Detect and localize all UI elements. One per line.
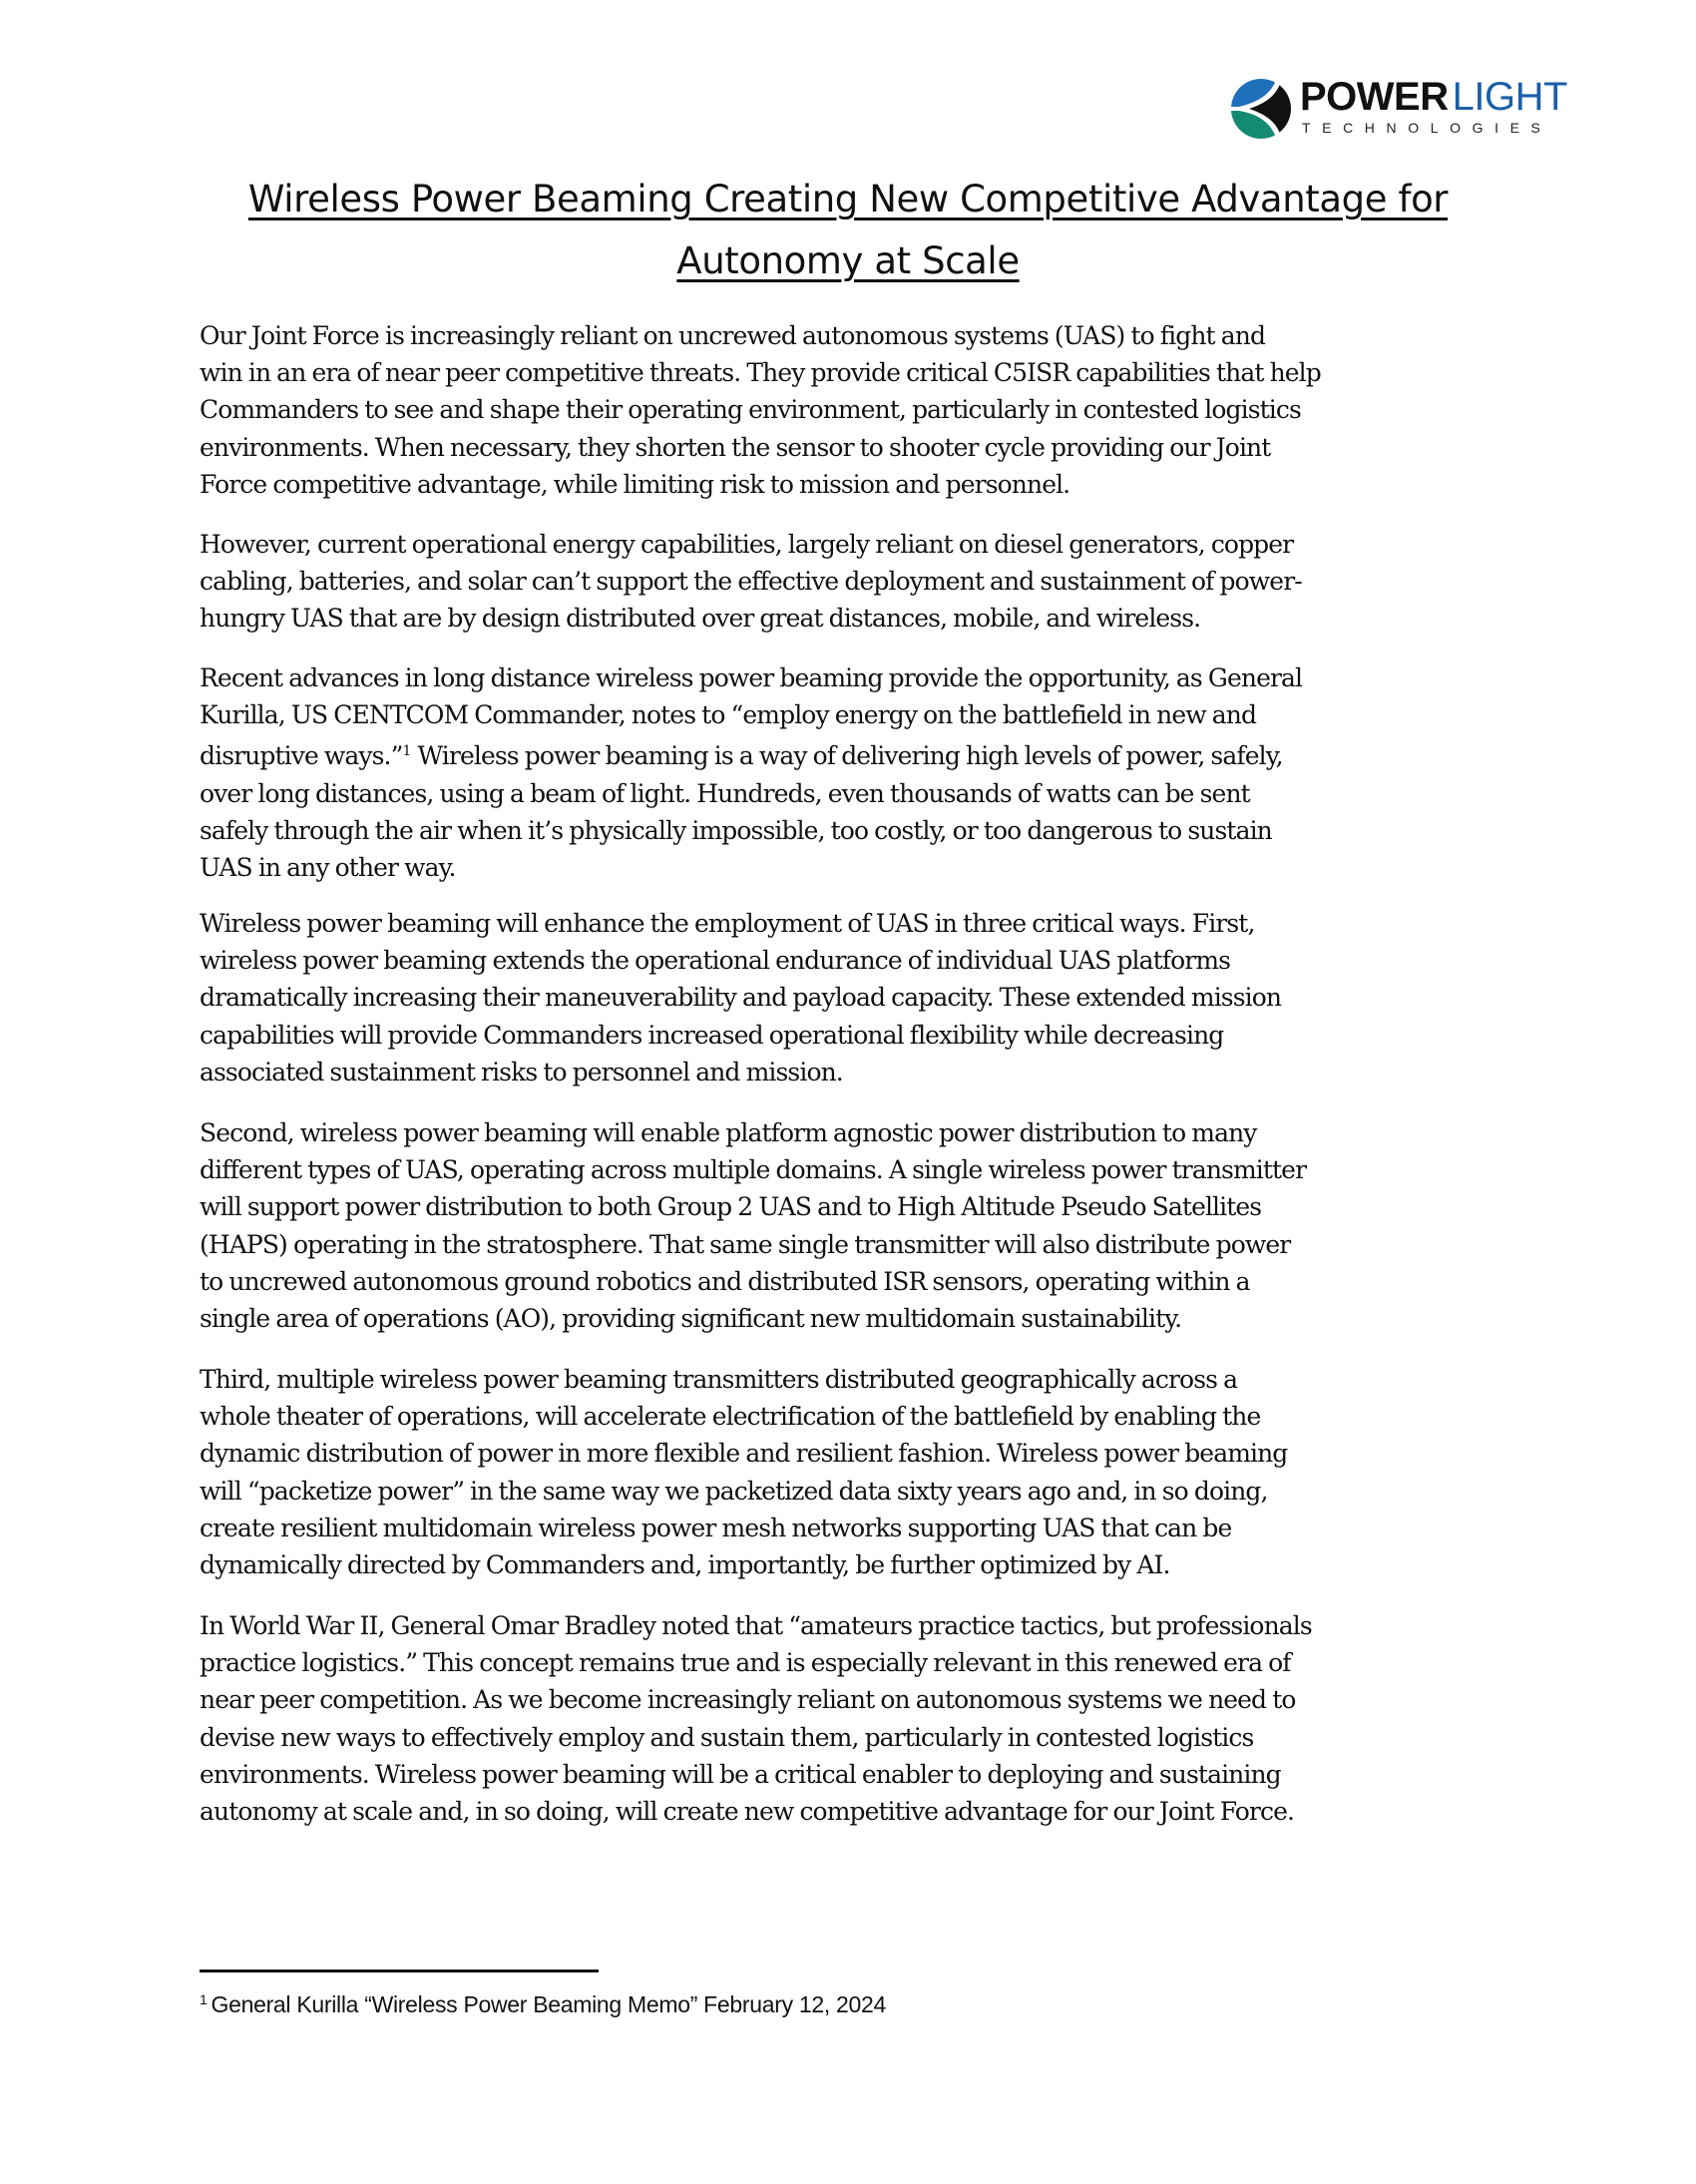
- text-line: different types of UAS, operating across multiple domains. A single wireless power transmitter: [200, 1155, 1307, 1185]
- text-line: wireless power beaming extends the operational endurance of individual UAS platforms: [200, 946, 1231, 976]
- text-line: dramatically increasing their maneuverability and payload capacity. These extended mission: [200, 983, 1282, 1013]
- text-line: Our Joint Force is increasingly reliant on uncrewed autonomous systems (UAS) to fight and: [200, 321, 1266, 350]
- text-line: over long distances, using a beam of light. Hundreds, even thousands of watts can be sent: [200, 778, 1250, 808]
- paragraph-1: [200, 317, 1506, 503]
- text-line: devise new ways to effectively employ and sustain them, particularly in contested logistics: [200, 1722, 1254, 1752]
- text-line: will “packetize power” in the same way we packetized data sixty years ago and, in so doing,: [200, 1476, 1268, 1506]
- company-logo: [1229, 76, 1568, 142]
- text-line: near peer competition. As we become increasingly reliant on autonomous systems we need to: [200, 1685, 1296, 1715]
- document-title-line-1: [0, 178, 1696, 220]
- document-title-line-2: [0, 239, 1696, 282]
- paragraph-3: [200, 659, 1506, 886]
- text-line: dynamic distribution of power in more flexible and resilient fashion. Wireless power beaming: [200, 1439, 1288, 1469]
- text-line: environments. Wireless power beaming will be a critical enabler to deploying and sustaining: [200, 1759, 1281, 1789]
- text-line: create resilient multidomain wireless power mesh networks supporting UAS that can be: [200, 1513, 1232, 1542]
- footnote-1: [200, 1991, 886, 2018]
- footnote-separator: [200, 1969, 599, 1972]
- text-line: will support power distribution to both Group 2 UAS and to High Altitude Pseudo Satellites: [200, 1192, 1262, 1222]
- text-line: Recent advances in long distance wireless power beaming provide the opportunity, as General: [200, 663, 1303, 692]
- text-line: single area of operations (AO), providing significant new multidomain sustainability.: [200, 1304, 1182, 1334]
- title-text-1: Wireless Power Beaming Creating New Competitive Advantage for: [247, 178, 1449, 220]
- powerlight-logo-icon: [1229, 77, 1293, 141]
- paragraph-6: [200, 1361, 1506, 1583]
- text-line-with-footnote: [200, 733, 1506, 774]
- footnote-reference-1[interactable]: 1: [402, 743, 412, 760]
- text-line: safely through the air when it’s physically impossible, too costly, or too dangerous to sustain: [200, 815, 1272, 845]
- text-line: Kurilla, US CENTCOM Commander, notes to “employ energy on the battlefield in new and: [200, 700, 1257, 730]
- text-line: associated sustainment risks to personnel and mission.: [200, 1057, 843, 1087]
- text-line: environments. When necessary, they shorten the sensor to shooter cycle providing our Joint: [200, 432, 1271, 462]
- paragraph-2: [200, 526, 1506, 638]
- text-line: However, current operational energy capabilities, largely reliant on diesel generators, copper: [200, 530, 1294, 559]
- text-line: (HAPS) operating in the stratosphere. That same single transmitter will also distribute power: [200, 1229, 1291, 1259]
- text-line: whole theater of operations, will accelerate electrification of the battlefield by enabling the: [200, 1402, 1261, 1432]
- logo-word-light: LIGHT: [1452, 75, 1567, 119]
- text-line: to uncrewed autonomous ground robotics and distributed ISR sensors, operating within a: [200, 1266, 1250, 1296]
- text-line: cabling, batteries, and solar can’t support the effective deployment and sustainment of power-: [200, 567, 1302, 597]
- text-line: Force competitive advantage, while limiting risk to mission and personnel.: [200, 469, 1070, 499]
- text-line: Second, wireless power beaming will enable platform agnostic power distribution to many: [200, 1118, 1257, 1147]
- footnote-number: 1: [200, 1991, 208, 2007]
- text-line: win in an era of near peer competitive threats. They provide critical C5ISR capabilities that help: [200, 358, 1321, 388]
- text-segment: Wireless power beaming is a way of delivering high levels of power, safely,: [411, 741, 1283, 771]
- paragraph-5: [200, 1114, 1506, 1337]
- logo-tagline: TECHNOLOGIES: [1302, 120, 1552, 136]
- title-text-2: Autonomy at Scale: [676, 239, 1020, 282]
- text-line: In World War II, General Omar Bradley noted that “amateurs practice tactics, but professionals: [200, 1611, 1312, 1640]
- text-line: dynamically directed by Commanders and, importantly, be further optimized by AI.: [200, 1550, 1170, 1580]
- text-line: capabilities will provide Commanders increased operational flexibility while decreasing: [200, 1020, 1224, 1050]
- paragraph-4: [200, 905, 1506, 1091]
- logo-wordmark: [1300, 76, 1567, 118]
- logo-word-power: POWER: [1300, 75, 1449, 119]
- text-segment: disruptive ways.”: [200, 741, 403, 771]
- text-line: Wireless power beaming will enhance the employment of UAS in three critical ways. First,: [200, 909, 1255, 938]
- text-line: Third, multiple wireless power beaming transmitters distributed geographically across a: [200, 1365, 1238, 1394]
- text-line: UAS in any other way.: [200, 853, 456, 883]
- text-line: autonomy at scale and, in so doing, will create new competitive advantage for our Joint Force.: [200, 1797, 1295, 1827]
- text-line: Commanders to see and shape their operating environment, particularly in contested logistics: [200, 395, 1301, 425]
- footnote-text: General Kurilla “Wireless Power Beaming Memo” February 12, 2024: [211, 1991, 886, 2017]
- paragraph-7: [200, 1607, 1506, 1830]
- text-line: practice logistics.” This concept remains true and is especially relevant in this renewed era of: [200, 1648, 1291, 1678]
- text-line: hungry UAS that are by design distributed over great distances, mobile, and wireless.: [200, 604, 1201, 634]
